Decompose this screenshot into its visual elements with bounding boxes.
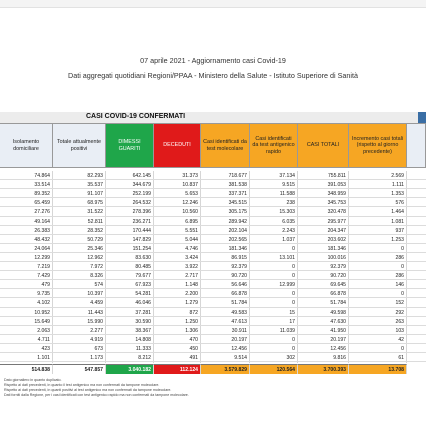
- total-cell: 3.579.829: [201, 364, 250, 374]
- table-cell: 91.107: [53, 189, 106, 199]
- table-cell: 286: [349, 271, 407, 281]
- table-cell: 47.630: [298, 317, 349, 327]
- table-cell: 295.977: [298, 217, 349, 227]
- table-cell: 718.677: [201, 171, 250, 181]
- table-cell: 35.537: [53, 180, 106, 190]
- table-cell: 48.432: [0, 235, 53, 245]
- table-cell: 37.134: [250, 171, 298, 181]
- table-cell: 10.837: [154, 180, 201, 190]
- table-cell: 7.972: [53, 262, 106, 272]
- table-cell: 49.583: [201, 308, 250, 318]
- table-cell: 0: [349, 262, 407, 272]
- table-cell: 147.829: [106, 235, 154, 245]
- table-cell: 236.271: [106, 217, 154, 227]
- table-cell: 49.164: [0, 217, 53, 227]
- table-cell: 6.895: [154, 217, 201, 227]
- table-cell: 50.729: [53, 235, 106, 245]
- total-cell: 13.708: [349, 364, 407, 374]
- table-cell: 263: [349, 317, 407, 327]
- table-cell: 83.630: [106, 253, 154, 263]
- table-cell: 2.569: [349, 171, 407, 181]
- table-cell: 337.371: [201, 189, 250, 199]
- table-cell: 3.922: [154, 262, 201, 272]
- footnote: Dato giornaliero in quanto duplicato.: [4, 378, 62, 383]
- table-cell: 9.816: [298, 353, 349, 363]
- table-cell: 7.429: [0, 271, 53, 281]
- table-cell: 1.081: [349, 217, 407, 227]
- table-cell: 79.677: [106, 271, 154, 281]
- table-cell: 1.464: [349, 207, 407, 217]
- table-cell: 320.478: [298, 207, 349, 217]
- footnote: Dati forniti dalla Regione, per i casi identificati con test antigenico rapido ma non confermati da tampone molecolare.: [4, 393, 189, 398]
- table-cell: 345.753: [298, 198, 349, 208]
- table-cell: 1.306: [154, 326, 201, 336]
- page-title: 07 aprile 2021 - Aggiornamento casi Covid-19: [140, 56, 286, 65]
- table-cell: 31.522: [53, 207, 106, 217]
- table-cell: 54.281: [106, 289, 154, 299]
- table-cell: 24.064: [0, 244, 53, 254]
- table-cell: 30.590: [106, 317, 154, 327]
- table-cell: 1.253: [349, 235, 407, 245]
- table-cell: 5.044: [154, 235, 201, 245]
- table-cell: 470: [154, 335, 201, 345]
- table-cell: 0: [250, 335, 298, 345]
- table-cell: 755.811: [298, 171, 349, 181]
- table-cell: 20.197: [201, 335, 250, 345]
- total-cell: 112.124: [154, 364, 201, 374]
- column-header: CASI TOTALI: [298, 124, 349, 168]
- table-cell: 344.679: [106, 180, 154, 190]
- table-cell: 305.175: [201, 207, 250, 217]
- column-header: Isolamento domiciliare: [0, 124, 53, 168]
- table-cell: 15: [250, 308, 298, 318]
- table-cell: 3.424: [154, 253, 201, 263]
- table-cell: 491: [154, 353, 201, 363]
- table-cell: 28.352: [53, 226, 106, 236]
- table-cell: 8.326: [53, 271, 106, 281]
- column-header: DIMESSI GUARITI: [106, 124, 154, 168]
- table-cell: 51.784: [201, 298, 250, 308]
- table-cell: 1.148: [154, 280, 201, 290]
- table-cell: 450: [154, 344, 201, 354]
- table-cell: 15.990: [53, 317, 106, 327]
- table-cell: 42: [349, 335, 407, 345]
- table-cell: 1.279: [154, 298, 201, 308]
- table-cell: 9.735: [0, 289, 53, 299]
- table-cell: 0: [250, 244, 298, 254]
- column-header: Totale attualmente positivi: [53, 124, 106, 168]
- table-cell: 68.975: [53, 198, 106, 208]
- table-cell: 37.281: [106, 308, 154, 318]
- top-bar: [0, 0, 426, 8]
- table-cell: 11.333: [106, 344, 154, 354]
- table-cell: 65.459: [0, 198, 53, 208]
- table-cell: 5.653: [154, 189, 201, 199]
- table-cell: 56.646: [201, 280, 250, 290]
- table-cell: 0: [250, 289, 298, 299]
- table-cell: 576: [349, 198, 407, 208]
- table-cell: 12.456: [201, 344, 250, 354]
- table-cell: 302: [250, 353, 298, 363]
- table-cell: 51.784: [298, 298, 349, 308]
- table-cell: 31.373: [154, 171, 201, 181]
- table-cell: 30.911: [201, 326, 250, 336]
- column-header-extra: [407, 124, 426, 168]
- table-cell: 11.443: [53, 308, 106, 318]
- table-cell: 52.811: [53, 217, 106, 227]
- table-cell: 6.035: [250, 217, 298, 227]
- table-cell: 90.720: [201, 271, 250, 281]
- table-cell: 17: [250, 317, 298, 327]
- total-cell: 120.564: [250, 364, 298, 374]
- table-cell: 170.444: [106, 226, 154, 236]
- table-cell: 872: [154, 308, 201, 318]
- table-cell: 26.383: [0, 226, 53, 236]
- table-cell: 46.046: [106, 298, 154, 308]
- table-band-accent: [418, 112, 426, 123]
- table-cell: 90.720: [298, 271, 349, 281]
- table-cell: 937: [349, 226, 407, 236]
- table-cell: 49.598: [298, 308, 349, 318]
- table-cell: 204.347: [298, 226, 349, 236]
- table-cell: 4.919: [53, 335, 106, 345]
- table-cell: 203.602: [298, 235, 349, 245]
- table-cell: 348.959: [298, 189, 349, 199]
- column-header: DECEDUTI: [154, 124, 201, 168]
- footnote: Rispetto ai dati precedenti, in quanto il test antigenico ma non confermati da tampone molecolare.: [4, 383, 160, 388]
- table-cell: 15.649: [0, 317, 53, 327]
- table-cell: 9.515: [250, 180, 298, 190]
- table-cell: 0: [349, 344, 407, 354]
- table-cell: 15.303: [250, 207, 298, 217]
- table-cell: 7.219: [0, 262, 53, 272]
- total-cell: 514.838: [0, 364, 53, 374]
- table-cell: 12.456: [298, 344, 349, 354]
- table-cell: 278.396: [106, 207, 154, 217]
- table-cell: 574: [53, 280, 106, 290]
- table-cell: 2.277: [53, 326, 106, 336]
- table-cell: 69.645: [298, 280, 349, 290]
- table-cell: 10.397: [53, 289, 106, 299]
- table-cell: 4.102: [0, 298, 53, 308]
- column-header: Incremento casi totali (rispetto al giorno precedente): [349, 124, 407, 168]
- total-cell: 3.040.182: [106, 364, 154, 374]
- table-cell: 1.101: [0, 353, 53, 363]
- table-cell: 10.952: [0, 308, 53, 318]
- totals-row: [0, 364, 426, 374]
- table-cell: 289.942: [201, 217, 250, 227]
- table-cell: 25.346: [53, 244, 106, 254]
- table-cell: 642.145: [106, 171, 154, 181]
- table-band-title: CASI COVID-19 CONFERMATI: [86, 113, 186, 120]
- table-cell: 1.250: [154, 317, 201, 327]
- table-cell: 181.346: [298, 244, 349, 254]
- table-cell: 11.039: [250, 326, 298, 336]
- table-cell: 20.197: [298, 335, 349, 345]
- table-cell: 2.063: [0, 326, 53, 336]
- table-cell: 1.037: [250, 235, 298, 245]
- table-cell: 0: [349, 289, 407, 299]
- table-cell: 4.459: [53, 298, 106, 308]
- page-subtitle: Dati aggregati quotidiani Regioni/PPAA - Ministero della Salute - Istituto Superiore di Sanità: [68, 71, 358, 80]
- table-cell: 146: [349, 280, 407, 290]
- table-cell: 238: [250, 198, 298, 208]
- table-cell: 10.560: [154, 207, 201, 217]
- table-cell: 0: [250, 298, 298, 308]
- table-cell: 423: [0, 344, 53, 354]
- table-cell: 2.243: [250, 226, 298, 236]
- table-cell: 202.104: [201, 226, 250, 236]
- table-cell: 89.352: [0, 189, 53, 199]
- table-cell: 12.299: [0, 253, 53, 263]
- table-cell: 673: [53, 344, 106, 354]
- table-cell: 252.199: [106, 189, 154, 199]
- total-cell: 547.857: [53, 364, 106, 374]
- table-cell: 151.254: [106, 244, 154, 254]
- column-header: Casi identificati da test molecolare: [201, 124, 250, 168]
- table-cell: 391.053: [298, 180, 349, 190]
- table-cell: 152: [349, 298, 407, 308]
- table-cell: 33.514: [0, 180, 53, 190]
- table-cell: 92.379: [201, 262, 250, 272]
- table-cell: 1.173: [53, 353, 106, 363]
- table-cell: 345.515: [201, 198, 250, 208]
- table-cell: 67.923: [106, 280, 154, 290]
- table-cell: 82.293: [53, 171, 106, 181]
- column-header: Casi identificati da test antigenico rapido: [250, 124, 298, 168]
- table-cell: 100.016: [298, 253, 349, 263]
- table-cell: 2.717: [154, 271, 201, 281]
- table-cell: 92.379: [298, 262, 349, 272]
- table-cell: 4.746: [154, 244, 201, 254]
- table-cell: 0: [250, 344, 298, 354]
- table-cell: 80.485: [106, 262, 154, 272]
- table-cell: 286: [349, 253, 407, 263]
- table-cell: 13.101: [250, 253, 298, 263]
- table-cell: 0: [250, 271, 298, 281]
- table-cell: 2.200: [154, 289, 201, 299]
- table-cell: 86.915: [201, 253, 250, 263]
- table-band: [0, 112, 426, 124]
- footnote: Rispetto ai dati precedenti, in quanti positivi al test antigenico ma non confermati da tampone molecolare.: [4, 388, 172, 393]
- table-cell: 0: [250, 262, 298, 272]
- table-cell: 5.551: [154, 226, 201, 236]
- table-cell: 1.353: [349, 189, 407, 199]
- row-divider: [0, 361, 426, 362]
- table-cell: 0: [349, 244, 407, 254]
- table-cell: 1.111: [349, 180, 407, 190]
- table-cell: 8.212: [106, 353, 154, 363]
- table-cell: 381.538: [201, 180, 250, 190]
- table-cell: 9.514: [201, 353, 250, 363]
- table-cell: 41.950: [298, 326, 349, 336]
- table-cell: 27.276: [0, 207, 53, 217]
- table-cell: 181.346: [201, 244, 250, 254]
- table-cell: 47.613: [201, 317, 250, 327]
- table-cell: 479: [0, 280, 53, 290]
- table-cell: 264.532: [106, 198, 154, 208]
- table-cell: 292: [349, 308, 407, 318]
- table-cell: 66.878: [298, 289, 349, 299]
- table-cell: 103: [349, 326, 407, 336]
- table-cell: 4.711: [0, 335, 53, 345]
- table-cell: 66.878: [201, 289, 250, 299]
- table-cell: 12.999: [250, 280, 298, 290]
- table-cell: 61: [349, 353, 407, 363]
- table-cell: 11.588: [250, 189, 298, 199]
- table-cell: 12.246: [154, 198, 201, 208]
- total-cell: 3.700.393: [298, 364, 349, 374]
- table-cell: 14.808: [106, 335, 154, 345]
- table-cell: 38.367: [106, 326, 154, 336]
- table-cell: 12.962: [53, 253, 106, 263]
- table-cell: 74.864: [0, 171, 53, 181]
- table-cell: 202.565: [201, 235, 250, 245]
